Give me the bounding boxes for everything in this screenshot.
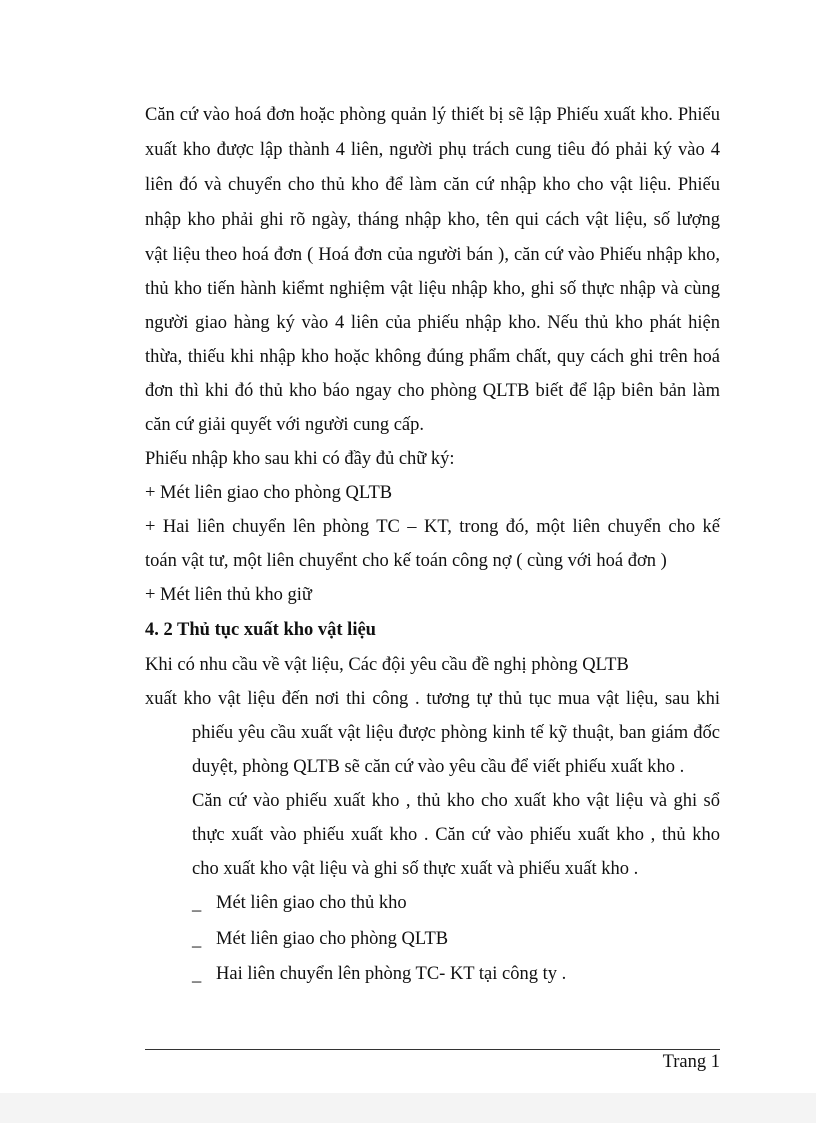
signature-intro: Phiếu nhập kho sau khi có đầy đủ chữ ký: bbox=[145, 449, 455, 469]
section-heading: 4. 2 Thủ tục xuất kho vật liệu bbox=[145, 620, 376, 640]
indented-line: cho xuất kho vật liệu và ghi số thực xuất và phiếu xuất kho . bbox=[192, 859, 639, 879]
footer-divider bbox=[145, 1049, 720, 1050]
indented-line: duyệt, phòng QLTB sẽ căn cứ vào yêu cầu để viết phiếu xuất kho . bbox=[192, 757, 685, 777]
paragraph-line: đơn thì khi đó thủ kho báo ngay cho phòng QLTB biết để lập biên bản làm bbox=[145, 381, 720, 401]
page-bottom-margin bbox=[0, 1093, 816, 1123]
paragraph-line: Căn cứ vào hoá đơn hoặc phòng quản lý thiết bị sẽ lập Phiếu xuất kho. Phiếu bbox=[145, 105, 720, 125]
paragraph-line: Khi có nhu cầu về vật liệu, Các đội yêu cầu đề nghị phòng QLTB bbox=[145, 655, 629, 675]
paragraph-line: nhập kho phải ghi rõ ngày, tháng nhập kho, tên qui cách vật liệu, số lượng bbox=[145, 210, 720, 230]
bullet-marker: _ bbox=[192, 965, 202, 985]
paragraph-line: thủ kho tiến hành kiểmt nghiệm vật liệu nhập kho, ghi số thực nhập và cùng bbox=[145, 279, 720, 299]
paragraph-line: xuất kho được lập thành 4 liên, người phụ trách cung tiêu đó phải ký vào 4 bbox=[145, 140, 720, 160]
dash-list-item: Mét liên giao cho thủ kho bbox=[216, 893, 407, 913]
list-item: + Hai liên chuyển lên phòng TC – KT, trong đó, một liên chuyển cho kế bbox=[145, 517, 720, 537]
paragraph-line: xuất kho vật liệu đến nơi thi công . tương tự thủ tục mua vật liệu, sau khi bbox=[145, 689, 720, 709]
list-item: + Mét liên thủ kho giữ bbox=[145, 585, 312, 605]
bullet-marker: _ bbox=[192, 930, 202, 950]
page-number: Trang 1 bbox=[662, 1052, 720, 1072]
indented-line: Căn cứ vào phiếu xuất kho , thủ kho cho xuất kho vật liệu và ghi sổ bbox=[192, 791, 720, 811]
dash-list-item: Mét liên giao cho phòng QLTB bbox=[216, 929, 449, 949]
indented-line: thực xuất vào phiếu xuất kho . Căn cứ vào phiếu xuất kho , thủ kho bbox=[192, 825, 720, 845]
bullet-marker: _ bbox=[192, 894, 202, 914]
list-item-continuation: toán vật tư, một liên chuyểnt cho kế toán công nợ ( cùng với hoá đơn ) bbox=[145, 551, 667, 571]
paragraph-line: căn cứ giải quyết với người cung cấp. bbox=[145, 415, 425, 435]
list-item: + Mét liên giao cho phòng QLTB bbox=[145, 483, 393, 503]
paragraph-line: vật liệu theo hoá đơn ( Hoá đơn của người bán ), căn cứ vào Phiếu nhập kho, bbox=[145, 245, 720, 265]
indented-line: phiếu yêu cầu xuất vật liệu được phòng kinh tế kỹ thuật, ban giám đốc bbox=[192, 723, 720, 743]
paragraph-line: thừa, thiếu khi nhập kho hoặc không đúng phẩm chất, quy cách ghi trên hoá bbox=[145, 347, 720, 367]
paragraph-line: người giao hàng ký vào 4 liên của phiếu nhập kho. Nếu thủ kho phát hiện bbox=[145, 313, 720, 333]
paragraph-line: liên đó và chuyển cho thủ kho để làm căn cứ nhập kho cho vật liệu. Phiếu bbox=[145, 175, 720, 195]
dash-list-item: Hai liên chuyển lên phòng TC- KT tại công ty . bbox=[216, 964, 567, 984]
